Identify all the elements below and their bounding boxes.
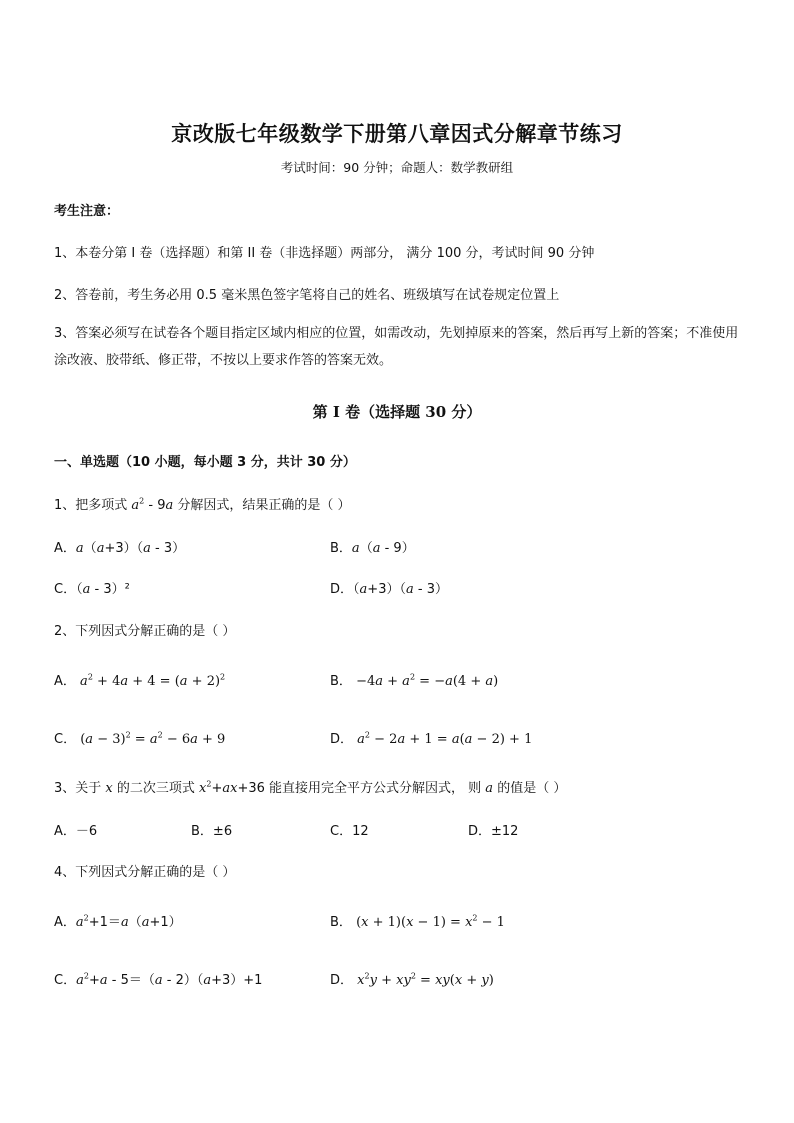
question-3-stem: 3、关于 x 的二次三项式 $x^2+ax+36$ 能直接用完全平方公式分解因式， 则 a 的值是（ ） (54, 779, 567, 796)
question-2-option-d[interactable]: D． $a^2 - 2a + 1 = a(a - 2) + 1$ (330, 730, 533, 747)
page-title: 京改版七年级数学下册第八章因式分解章节练习 (171, 121, 623, 146)
question-3-option-c[interactable]: C．12 (330, 824, 369, 839)
question-1-option-d[interactable]: D．（a+3）（a - 3） (330, 582, 448, 597)
question-3-option-a[interactable]: A．－6 (54, 824, 98, 839)
question-1-option-b[interactable]: B．a（a - 9） (330, 541, 415, 556)
question-4-stem: 4、下列因式分解正确的是（ ） (54, 865, 236, 880)
question-4-option-d[interactable]: D． $x^2y + xy^2 = xy(x + y)$ (330, 971, 494, 988)
question-2-option-b[interactable]: B． $-4a + a^2 = -a(4 + a)$ (330, 672, 499, 689)
notice-heading: 考生注意： (54, 204, 120, 219)
notice-item-1: 1、本卷分第 I 卷（选择题）和第 II 卷（非选择题）两部分， 满分 100 分，考试时间 90 分钟 (54, 246, 595, 261)
question-1-option-a[interactable]: A．a（a+3）（a - 3） (54, 541, 186, 556)
question-1-stem: 1、把多项式 $a^2 - 9a$ 分解因式，结果正确的是（ ） (54, 496, 351, 513)
section-title: 第 I 卷（选择题 30 分） (312, 403, 482, 421)
question-1-option-c[interactable]: C．（a - 3）² (54, 582, 130, 597)
question-4-option-a[interactable]: A．$a^2+1=a(a+1)$ (54, 913, 182, 930)
question-4-option-c[interactable]: C．$a^2+a - 5=(a - 2)(a+3)+1$ (54, 971, 263, 988)
question-3-option-b[interactable]: B．±6 (191, 824, 233, 839)
notice-item-3: 3、答案必须写在试卷各个题目指定区域内相应的位置，如需改动，先划掉原来的答案，然后再写上新的答案；不准使用涂改液、胶带纸、修正带，不按以上要求作答的答案无效。 (54, 326, 739, 368)
question-2-option-a[interactable]: A． $a^2 + 4a + 4 = (a + 2)^2$ (54, 672, 226, 689)
question-3-option-d[interactable]: D．±12 (468, 824, 519, 839)
question-4-option-b[interactable]: B． $(x + 1)(x - 1) = x^2 - 1$ (330, 913, 505, 930)
part-heading: 一、单选题（10 小题，每小题 3 分，共计 30 分） (54, 455, 356, 470)
question-2-stem: 2、下列因式分解正确的是（ ） (54, 624, 236, 639)
question-2-option-c[interactable]: C． $(a - 3)^2 = a^2 - 6a + 9$ (54, 730, 226, 747)
notice-item-2: 2、答卷前，考生务必用 0.5 毫米黑色签字笔将自己的姓名、班级填写在试卷规定位置上 (54, 288, 560, 303)
exam-subtitle: 考试时间：90 分钟；命题人：数学教研组 (280, 160, 514, 175)
